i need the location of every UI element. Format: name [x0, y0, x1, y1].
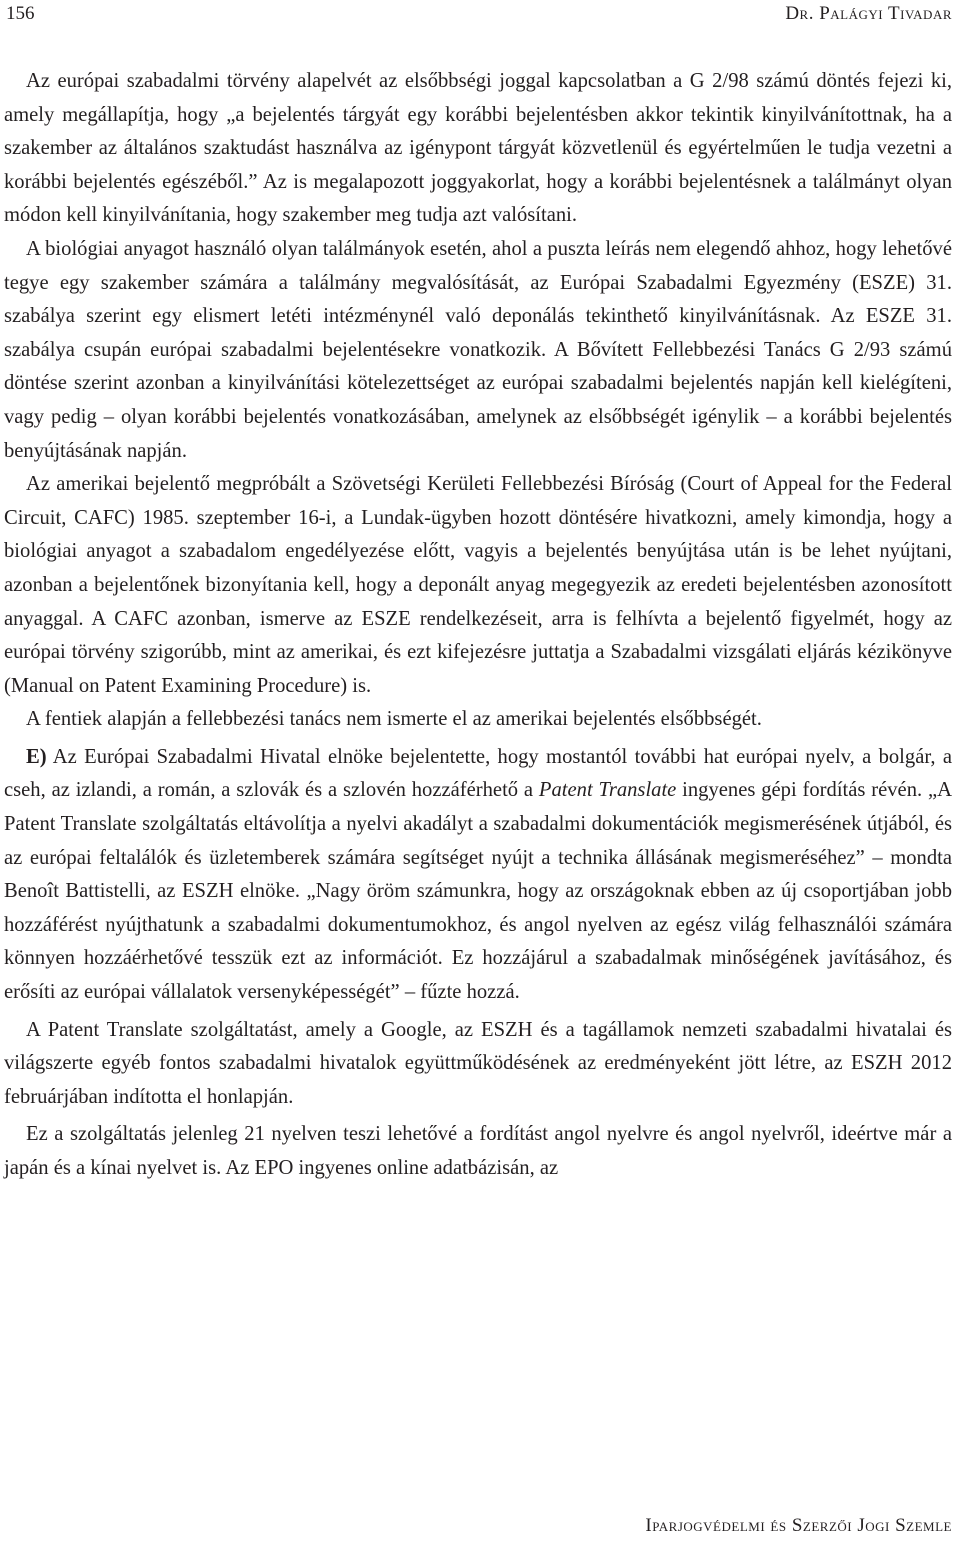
paragraph-conclusion: A fentiek alapján a fellebbezési tanács nem ismerte el az amerikai bejelentés elsőbbségét. [26, 708, 762, 731]
paragraph-g298: Az európai szabadalmi törvény alapelvét az elsőbbségi joggal kapcsolatban a G 2/98 számú döntés fejezi ki, amely megállapítja, hogy „a bejelentés tárgyát egy korábbi bejelentésben akkor tekintik kinyilvánítottnak, ha a szakember az általános szaktudást használva az igénypont tárgyát közvetlenül és egyértelműen le tudja vezetni a korábbi bejelentés egészéből.” Az is megalapozott joggyakorlat, hogy a korábbi bejelentésnek a találmányt olyan módon kell kinyilvánítania, hogy szakember meg tudja azt valósítani. [4, 70, 952, 227]
article-body [4, 65, 952, 1186]
journal-footer: Iparjogvédelmi és Szerzői Jogi Szemle [645, 1515, 952, 1536]
paragraph-patent-translate-rest: ingyenes gépi fordítás révén. „A Patent Translate szolgáltatás eltávolítja a nyelvi akadályt a szabadalmi dokumentációk megismerésének útjából, és az európai feltalálók és üzletemberek számára segítséget nyújt a technika állásának megismeréséhez” – mondta Benoît Battistelli, az ESZH elnöke. „Nagy öröm számunkra, hogy az országoknak ebben az új csoportjában jobb hozzáférést nyújthatunk a szabadalmi dokumentumokhoz, és angol nyelven az egész világ felhasználói számára könnyen hozzáérhetővé tesszük ezt az információt. Ez hozzájárul a szabadalmak minőségének javításához, és erősíti az európai vállalatok versenyképességét” – fűzte hozzá. [4, 779, 952, 1004]
page-header [0, 0, 960, 30]
paragraph-patent-translate-intro: Az Európai Szabadalmi Hivatal elnöke bejelentette, hogy mostantól további hat európai nyelv, a bolgár, a cseh, az izlandi, a román, a szlovák és a szlovén hozzáférhető a [4, 745, 952, 802]
page-number: 156 [6, 3, 35, 24]
patent-translate-italic: Patent Translate [538, 779, 677, 802]
section-label-e: E) [26, 745, 47, 768]
running-head-author: Dr. Palágyi Tivadar [785, 3, 952, 24]
paragraph-languages: Ez a szolgáltatás jelenleg 21 nyelven teszi lehetővé a fordítást angol nyelvre és angol nyelvről, ideértve már a japán és a kínai nyelvet is. Az EPO ingyenes online adatbázisán, az [4, 1123, 952, 1179]
paragraph-american-applicant: Az amerikai bejelentő megpróbált a Szövetségi Kerületi Fellebbezési Bíróság (Court of Appeal for the Federal Circuit, CAFC) 1985. szeptember 16-i, a Lundak-ügyben hozott döntésére hivatkozni, amely kimondja, hogy a biológiai anyagot a szabadalom engedélyezése előtt, vagyis a bejelentés benyújtása után is be lehet nyújtani, azonban a bejelentőnek bizonyítania kell, hogy a deponált anyag megegyezik az eredeti bejelentésben azonosított anyaggal. A CAFC azonban, ismerve az ESZE rendelkezéseit, arra is felhívta a bejelentő figyelmét, hogy az európai törvény szigorúbb, mint az amerikai, és ezt kifejezésre juttatja a Szabadalmi vizsgálati eljárás kézikönyve (Manual on Patent Examining Procedure) is. [4, 473, 952, 697]
paragraph-patent-translate [4, 741, 952, 1010]
paragraph-biological-material: A biológiai anyagot használó olyan találmányok esetén, ahol a puszta leírás nem elegendő ahhoz, hogy lehetővé tegye egy szakember számára a találmány megvalósítását, az Európai Szabadalmi Egyezmény (ESZE) 31. szabálya szerint egy elismert letéti intézménynél való deponálás tekinthető kinyilvánításnak. Az ESZE 31. szabálya csupán európai szabadalmi bejelentésekre vonatkozik. A Bővített Fellebbezési Tanács G 2/93 számú döntése szerint azonban a kinyilvánítási kötelezettséget az európai szabadalmi bejelentés napján kell kielégíteni, vagy pedig – olyan korábbi bejelentés vonatkozásában, amelynek az elsőbbségét igénylik – a korábbi bejelentés benyújtásának napján. [4, 237, 952, 462]
paragraph-service-origin: A Patent Translate szolgáltatást, amely a Google, az ESZH és a tagállamok nemzeti szabadalmi hivatalai és világszerte egyéb fontos szabadalmi hivatalok együttműködésének az eredményeként jött létre, az ESZH 2012 februárjában indította el honlapján. [4, 1018, 952, 1108]
